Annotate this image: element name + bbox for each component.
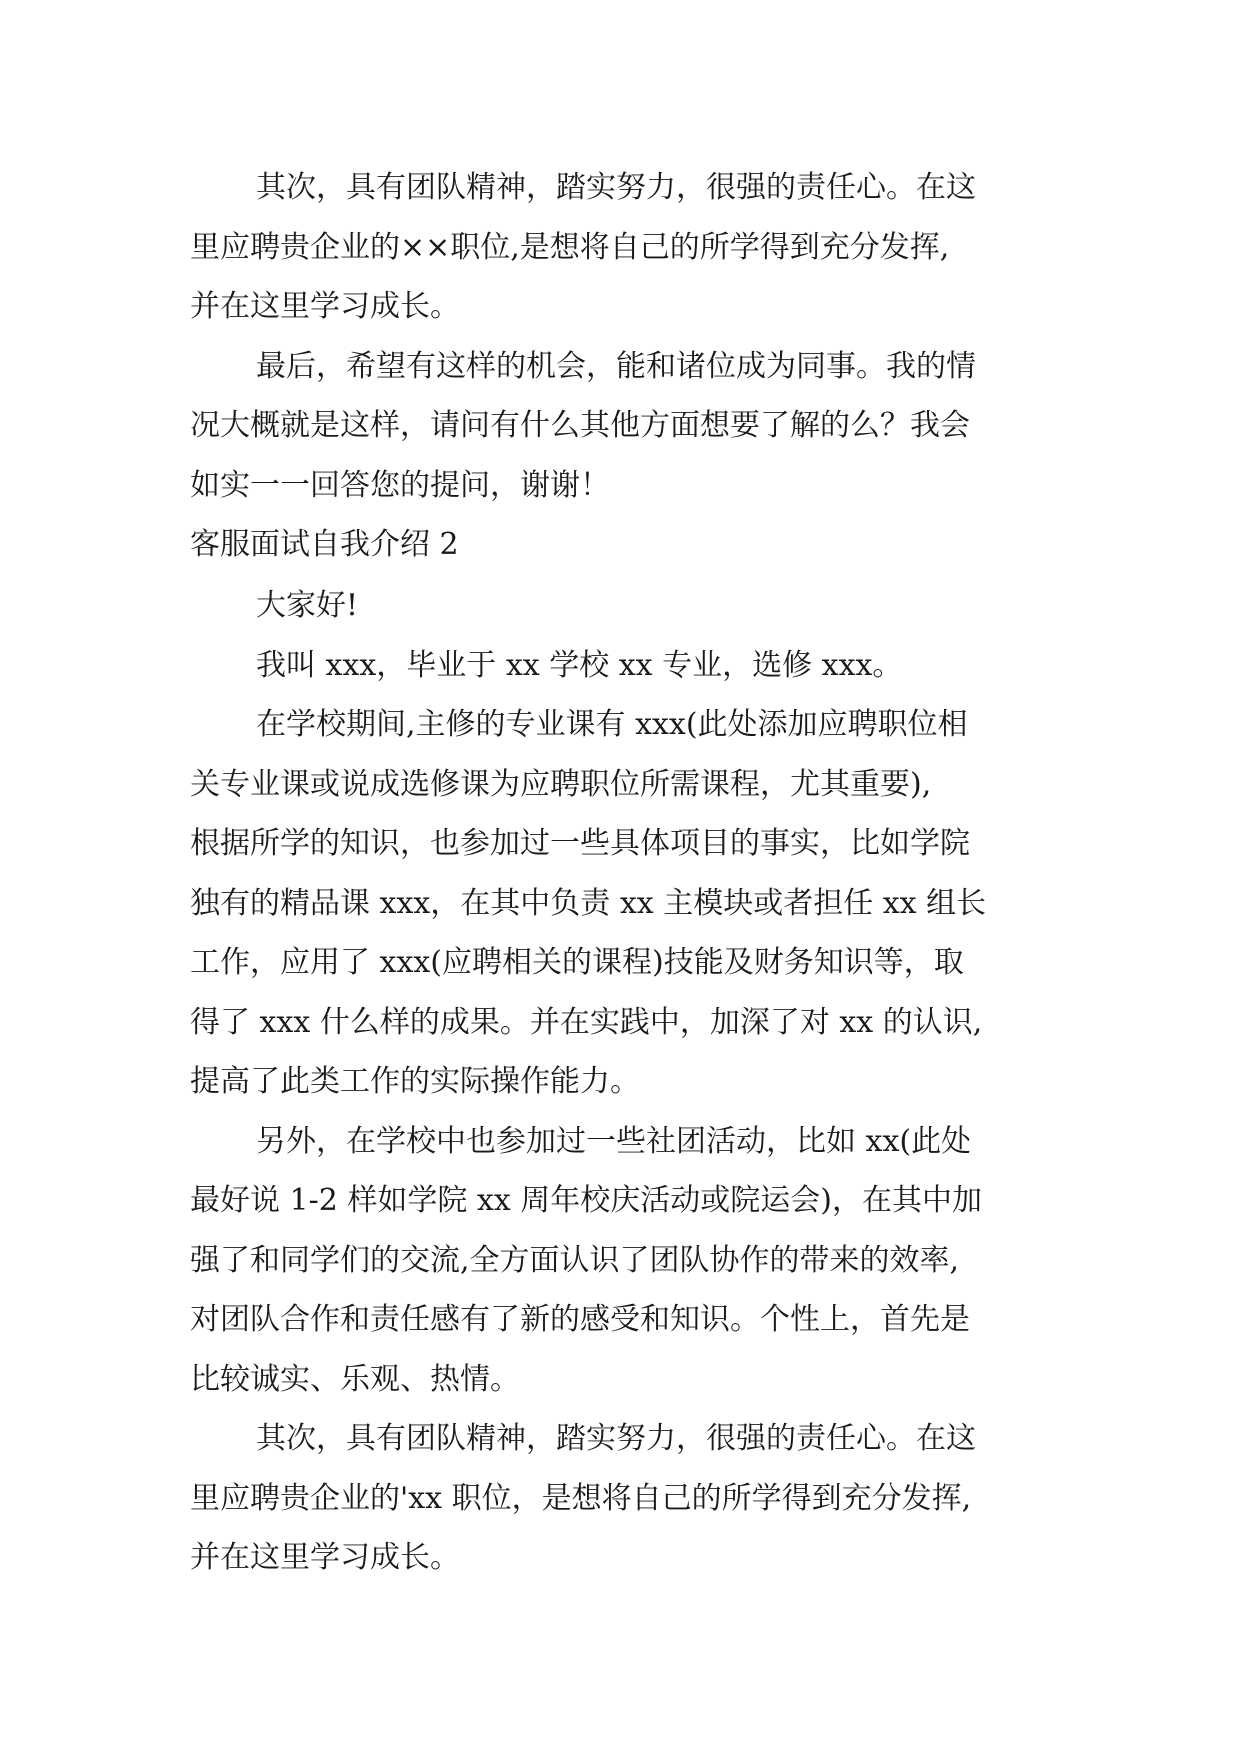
text-line: 对团队合作和责任感有了新的感受和知识。个性上，首先是	[190, 1302, 970, 1337]
paragraph-closing	[190, 337, 1090, 516]
paragraph-greeting	[190, 576, 1090, 636]
paragraph-teamwork-1	[190, 158, 1090, 337]
section-heading: 客服面试自我介绍 2	[190, 527, 459, 562]
text-line: 并在这里学习成长。	[190, 1540, 460, 1575]
text-line: 里应聘贵企业的××职位,是想将自己的所学得到充分发挥,	[190, 229, 950, 265]
document-body	[190, 158, 1090, 1588]
text-line: 独有的精品课 xxx，在其中负责 xx 主模块或者担任 xx 组长	[190, 885, 987, 921]
paragraph-teamwork-2	[190, 1409, 1090, 1588]
text-line: 如实一一回答您的提问，谢谢！	[190, 467, 610, 503]
text-line: 工作，应用了 xxx(应聘相关的课程)技能及财务知识等，取	[190, 945, 964, 980]
text-line: 比较诚实、乐观、热情。	[190, 1361, 520, 1397]
paragraph-introduction	[190, 636, 1090, 696]
text-line: 里应聘贵企业的'xx 职位，是想将自己的所学得到充分发挥,	[190, 1480, 972, 1516]
text-line: 其次，具有团队精神，踏实努力，很强的责任心。在这	[256, 170, 976, 205]
text-line: 在学校期间,主修的专业课有 xxx(此处添加应聘职位相	[256, 707, 968, 742]
text-line: 我叫 xxx，毕业于 xx 学校 xx 专业，选修 xxx。	[256, 647, 903, 683]
paragraph-school-courses	[190, 695, 1090, 1112]
text-line: 得了 xxx 什么样的成果。并在实践中，加深了对 xx 的认识,	[190, 1004, 983, 1040]
text-line: 提高了此类工作的实际操作能力。	[190, 1064, 640, 1099]
text-line: 况大概就是这样，请问有什么其他方面想要了解的么？我会	[190, 408, 970, 443]
text-line: 另外，在学校中也参加过一些社团活动，比如 xx(此处	[256, 1123, 972, 1159]
paragraph-activities	[190, 1112, 1090, 1410]
text-line: 最好说 1-2 样如学院 xx 周年校庆活动或院运会)，在其中加	[190, 1183, 982, 1218]
text-line: 根据所学的知识，也参加过一些具体项目的事实，比如学院	[190, 826, 970, 861]
text-line: 其次，具有团队精神，踏实努力，很强的责任心。在这	[256, 1421, 976, 1456]
text-line: 并在这里学习成长。	[190, 289, 460, 324]
text-line: 强了和同学们的交流,全方面认识了团队协作的带来的效率,	[190, 1242, 960, 1278]
text-line: 大家好!	[256, 588, 359, 623]
text-line: 最后，希望有这样的机会，能和诸位成为同事。我的情	[256, 348, 976, 384]
text-line: 关专业课或说成选修课为应聘职位所需课程，尤其重要),	[190, 766, 932, 802]
